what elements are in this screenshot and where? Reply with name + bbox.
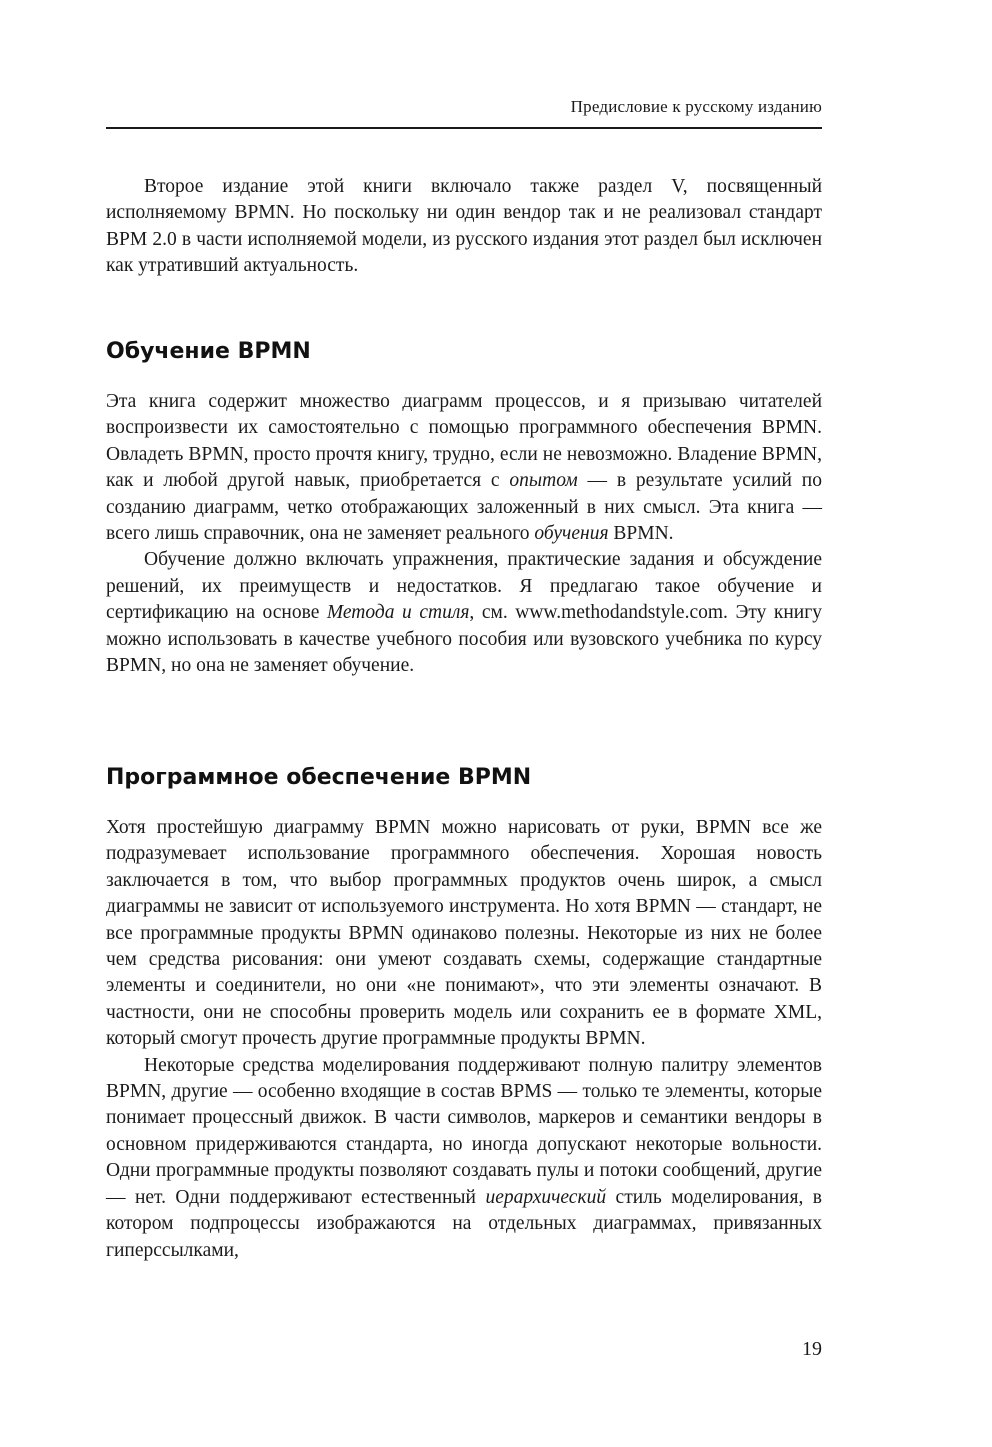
section-heading-software: Программное обеспечение BPMN: [106, 765, 532, 790]
section-learning: [106, 337, 822, 367]
header-rule: [106, 127, 822, 129]
emphasis: иерархический: [485, 1186, 607, 1208]
page-number: 19: [802, 1338, 822, 1360]
emphasis: опытом: [509, 470, 578, 492]
text-run: Обучение должно включать упражнения, практические задания и обсуждение решений, их преимуществ и недостатков. Я предлагаю такое обучение и сертификацию на основе: [106, 549, 822, 624]
learning-paragraph-1: [106, 389, 822, 547]
running-head: Предисловие к русскому изданию: [570, 97, 822, 116]
learning-paragraph-2: [106, 547, 822, 679]
section-software: [106, 763, 822, 793]
intro-block: [106, 174, 822, 280]
text-run: Некоторые средства моделирования поддерживают полную палитру элементов BPMN, другие — особенно входящие в состав BPMS — только те элементы, которые понимает процессный движок. В части символов, маркеров и семантики вендоры в основном придерживаются стандарта, но иногда допускают некоторые вольности. Одни программные продукты позволяют создавать пулы и потоки сообщений, другие — нет. Одни поддерживают естественный: [106, 1054, 822, 1208]
text-run: BPMN.: [608, 523, 674, 545]
emphasis: обучения: [534, 523, 609, 545]
text-run: Эта книга содержит множество диаграмм процессов, и я призываю читателей воспроизвести их самостоятельно с помощью программного обеспечения BPMN. Овладеть BPMN, просто прочтя книгу, трудно, если не невозможно. Владение BPMN, как и любой другой навык, приобретается с: [106, 391, 822, 492]
section-heading-learning: Обучение BPMN: [106, 339, 311, 364]
intro-paragraph: Второе издание этой книги включало также раздел V, посвященный исполняемому BPMN. Но поскольку ни один вендор так и не реализовал стандарт BPM 2.0 в части исполняемой модели, из русского издания этот раздел был исключен как утративший актуальность.: [106, 176, 822, 277]
section-learning-body: [106, 389, 822, 679]
software-paragraph-1: Хотя простейшую диаграмму BPMN можно нарисовать от руки, BPMN все же подразумевает использование программного обеспечения. Хорошая новость заключается в том, что выбор программных продуктов очень широк, а смысл диаграммы не зависит от используемого инструмента. Но хотя BPMN — стандарт, не все программные продукты BPMN одинаково полезны. Некоторые из них не более чем средства рисования: они умеют создавать схемы, содержащие стандартные элементы и соединители, но они «не понимают», что эти элементы означают. В частности, они не способны проверить модель или сохранить ее в формате XML, который смогут прочесть другие программные продукты BPMN.: [106, 817, 822, 1050]
text-run: стиль моделирования, в котором подпроцессы изображаются на отдельных диаграммах, привязанных гиперссылками,: [106, 1186, 822, 1261]
text-run: — в результате усилий по созданию диаграмм, четко отображающих заложенный в них смысл. Эта книга — всего лишь справочник, она не заменяет реального: [106, 470, 822, 545]
section-software-body: [106, 815, 822, 1264]
emphasis: Метода и стиля: [326, 602, 470, 624]
software-paragraph-2: [106, 1053, 822, 1264]
text-run: , см. www.methodandstyle.com. Эту книгу можно использовать в качестве учебного пособия или вузовского учебника по курсу BPMN, но она не заменяет обучение.: [106, 602, 822, 677]
